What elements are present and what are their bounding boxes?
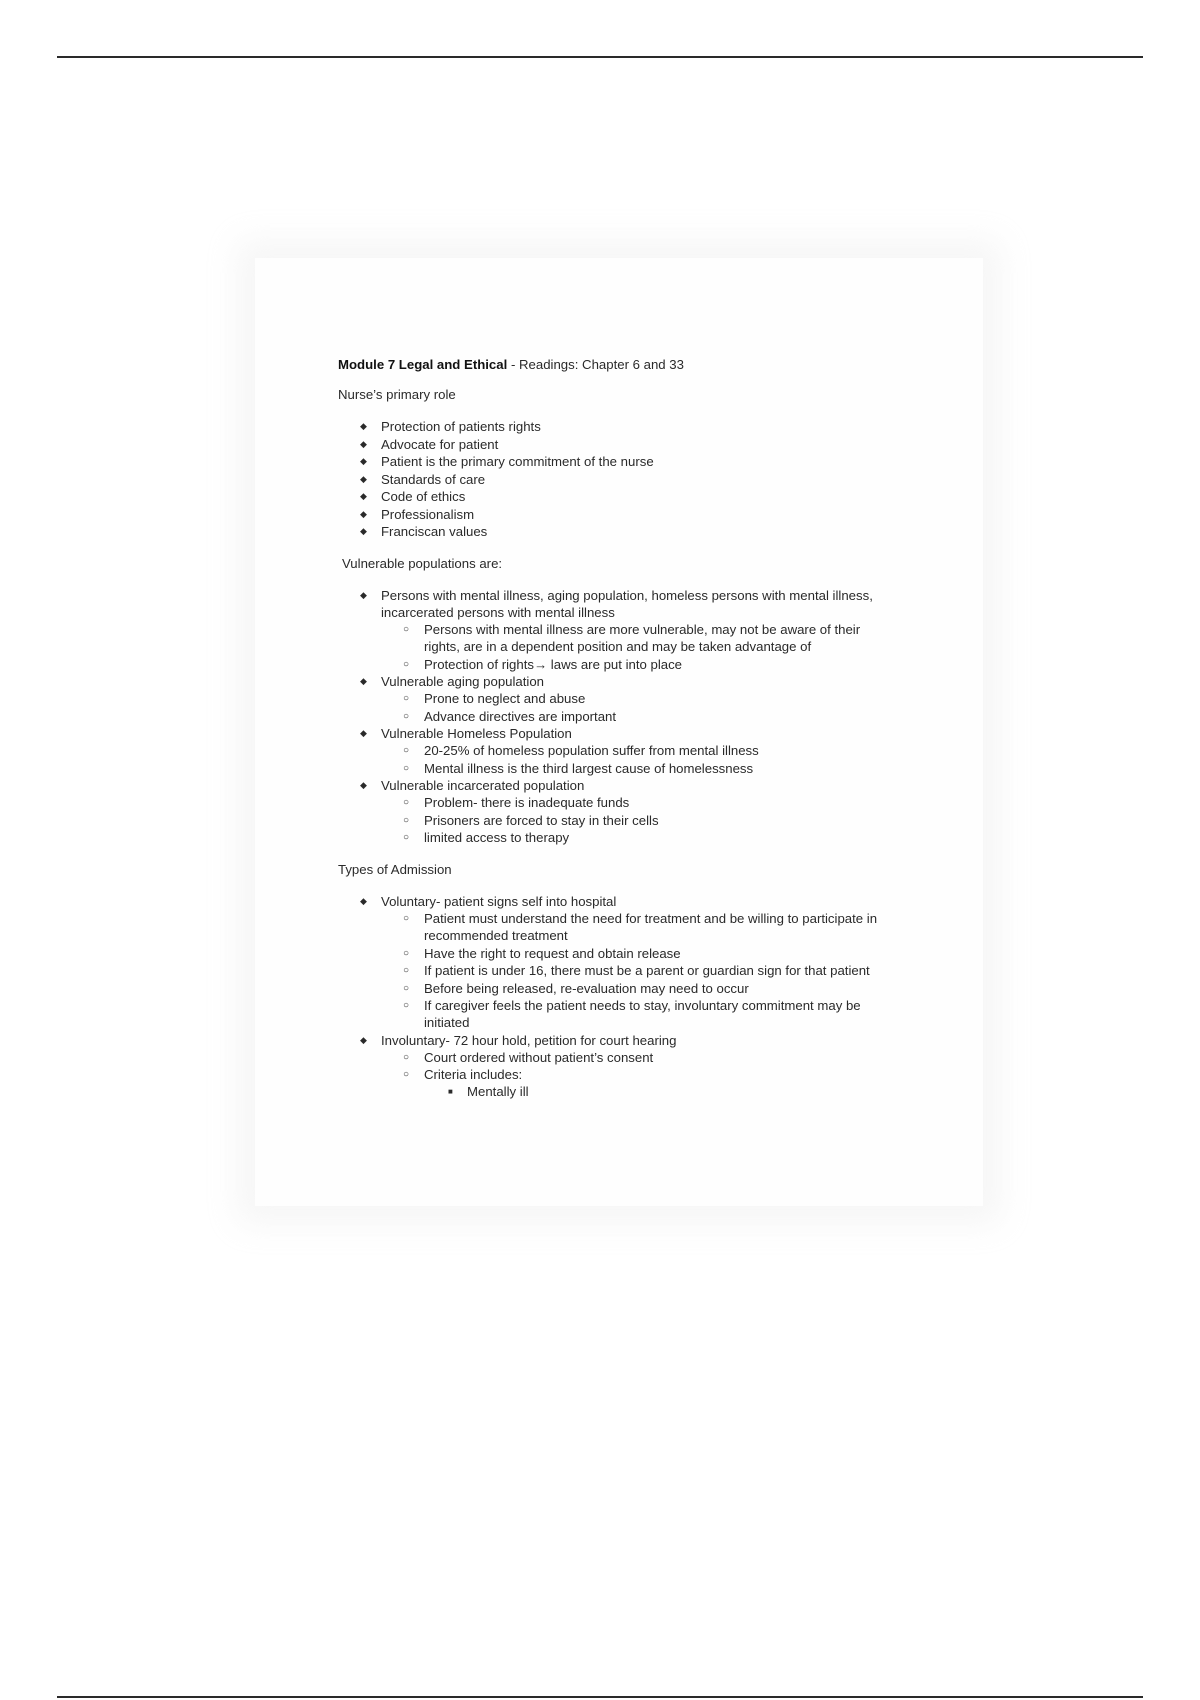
list-item: ◆ Vulnerable incarcerated population ○ Problem- there is inadequate funds ○ Prisoners are forced to stay in their cells ○ limited access to therapy	[338, 777, 898, 846]
sub-list-item: ○ Before being released, re-evaluation may need to occur	[403, 980, 749, 996]
list-item: ◆ Standards of care	[360, 471, 486, 487]
bullet-icon: ◆	[360, 676, 367, 686]
sub-list	[381, 794, 898, 846]
sub-list-item: ○ Court ordered without patient’s consent	[403, 1049, 654, 1065]
bullet-icon: ◆	[360, 438, 367, 449]
circle-bullet-icon: ○	[403, 947, 410, 959]
top-rule	[57, 56, 1143, 58]
primary-role-list	[338, 418, 898, 540]
sub-list-item: ○ Advance directives are important	[403, 708, 617, 724]
types-of-admission-list	[338, 893, 898, 1100]
document-content	[338, 356, 898, 1115]
sub-list-item: ○ Problem- there is inadequate funds	[403, 795, 630, 810]
sub-list-item: ○ limited access to therapy	[403, 830, 570, 845]
sub-list-item: ○ 20-25% of homeless population suffer from mental illness	[403, 743, 759, 758]
bullet-icon: ◆	[360, 526, 367, 536]
sub-list-item: ○ Criteria includes: ■ Mentally ill	[381, 1066, 898, 1100]
circle-bullet-icon: ○	[403, 797, 410, 808]
list-item: ◆ Involuntary- 72 hour hold, petition for court hearing ○ Court ordered without patient’s consent ○ Criteria includes: ■ Mentally ill	[338, 1032, 898, 1101]
bullet-icon: ◆	[360, 780, 367, 790]
circle-bullet-icon: ○	[403, 745, 410, 756]
list-item: ◆ Code of ethics	[360, 489, 466, 504]
section-heading-vulnerable-populations: Vulnerable populations are:	[342, 556, 503, 571]
sub-list-item: ○ Protection of rights→ laws are put into place	[403, 656, 683, 672]
circle-bullet-icon: ○	[403, 624, 410, 635]
bullet-icon: ◆	[360, 473, 367, 484]
sub-list-item: ○ Patient must understand the need for treatment and be willing to participate in recommended treatment	[403, 911, 878, 943]
circle-bullet-icon: ○	[403, 1051, 410, 1063]
sub-list-item: ○ If caregiver feels the patient needs to stay, involuntary commitment may be initiated	[403, 998, 861, 1030]
sub-list	[381, 1049, 898, 1101]
sub-list	[381, 690, 898, 725]
list-item: ◆ Vulnerable aging population ○ Prone to neglect and abuse ○ Advance directives are important	[338, 673, 898, 725]
circle-bullet-icon: ○	[403, 658, 410, 670]
title-readings: - Readings: Chapter 6 and 33	[507, 357, 684, 372]
bullet-icon: ◆	[360, 508, 367, 519]
bullet-icon: ◆	[360, 491, 367, 501]
bullet-icon: ◆	[360, 421, 367, 431]
list-item: ◆ Vulnerable Homeless Population ○ 20-25% of homeless population suffer from mental illness ○ Mental illness is the third largest cause of homelessness	[338, 725, 898, 777]
sub-list	[381, 742, 898, 777]
list-item: ◆ Professionalism	[360, 506, 475, 522]
circle-bullet-icon: ○	[403, 832, 410, 843]
sub-list	[381, 910, 898, 1031]
sub-list-item: ○ Persons with mental illness are more vulnerable, may not be aware of their rights, are in a dependent position and may be taken advantage of	[403, 622, 861, 654]
bottom-rule	[57, 1696, 1143, 1698]
sub-list-item: ○ Prone to neglect and abuse	[403, 691, 586, 706]
square-bullet-icon: ■	[448, 1087, 453, 1096]
bullet-icon: ◆	[360, 456, 367, 466]
circle-bullet-icon: ○	[403, 913, 410, 924]
circle-bullet-icon: ○	[403, 710, 410, 722]
circle-bullet-icon: ○	[403, 965, 410, 976]
list-item: ◆ Persons with mental illness, aging population, homeless persons with mental illness, incarcerated persons with mental illness ○ Persons with mental illness are more vulnerable, may not be aware of their rights, are in a dependent position and may be taken advantage of ○ Protection of rights→ laws are put into place	[338, 587, 898, 673]
section-heading-primary-role: Nurse’s primary role	[338, 387, 456, 402]
bullet-icon: ◆	[360, 590, 367, 600]
circle-bullet-icon: ○	[403, 814, 410, 826]
bullet-icon: ◆	[360, 728, 367, 738]
section-heading-types-of-admission: Types of Admission	[338, 862, 452, 877]
circle-bullet-icon: ○	[403, 762, 410, 774]
circle-bullet-icon: ○	[403, 693, 410, 704]
sub-sub-list-item: ■ Mentally ill	[448, 1084, 529, 1099]
bullet-icon: ◆	[360, 1034, 367, 1045]
title-bold: Module 7 Legal and Ethical	[338, 357, 508, 372]
circle-bullet-icon: ○	[403, 982, 410, 994]
sub-list-item: ○ Have the right to request and obtain release	[403, 945, 681, 961]
sub-list-item: ○ Mental illness is the third largest cause of homelessness	[403, 760, 754, 776]
list-item: ◆ Patient is the primary commitment of the nurse	[360, 454, 654, 469]
vulnerable-populations-list	[338, 587, 898, 846]
list-item: ◆ Protection of patients rights	[360, 419, 541, 434]
sub-list-item: ○ If patient is under 16, there must be a parent or guardian sign for that patient	[403, 963, 870, 978]
list-item: ◆ Franciscan values	[360, 524, 488, 539]
circle-bullet-icon: ○	[403, 1069, 410, 1080]
list-item: ◆ Voluntary- patient signs self into hospital ○ Patient must understand the need for treatment and be willing to participate in recommended treatment ○ Have the right to request and obtain release ○ If patient is under 16, there must be a parent or guardian sign for that patient ○ Before being released, re-evaluation may need to occur ○ If caregiver feels the patient needs to stay, involuntary commitment may be initiated	[338, 893, 898, 1031]
list-item: ◆ Advocate for patient	[360, 436, 499, 452]
sub-sub-list	[424, 1083, 898, 1100]
document-title	[338, 356, 898, 373]
sub-list	[381, 621, 898, 673]
sub-list-item: ○ Prisoners are forced to stay in their cells	[403, 812, 659, 828]
circle-bullet-icon: ○	[403, 1000, 410, 1011]
bullet-icon: ◆	[360, 896, 367, 906]
